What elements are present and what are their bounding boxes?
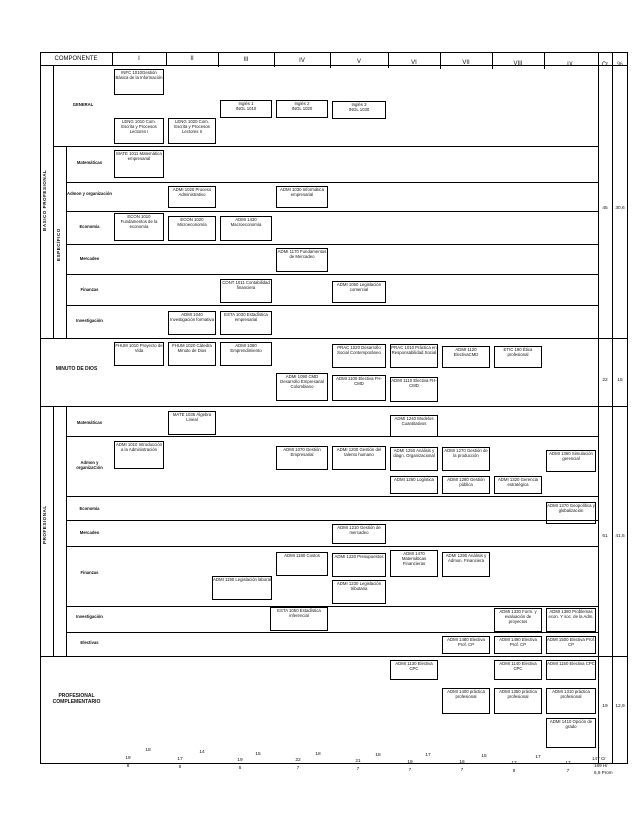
course-admi1430: ADMI 1430 Macroeconomía: [220, 216, 272, 241]
header-sem-8: VIII: [513, 61, 523, 67]
row-economia: Economía: [79, 224, 100, 229]
footer-top-7: 15: [481, 754, 487, 759]
footer-top-3: 15: [255, 752, 261, 757]
row-finanzas: Finanzas: [80, 287, 99, 292]
course-admi1060: ADMI 1060 Legislación comercial: [332, 281, 386, 303]
course-prac1020: PRAC 1020 Desarrollo Social Contemporáneo: [332, 344, 386, 368]
minuto-de-dios-label: MINUTO DE DIOS: [55, 366, 98, 372]
course-admi1490: ADMI 1490 Electiva Prof. CP: [494, 636, 542, 654]
course-admi1360: ADMI 1360 Simulación gerencial: [546, 450, 596, 472]
header-cr: Cr: [601, 62, 609, 68]
basico-pct: 30,6: [615, 206, 625, 211]
course-fhum1020: FHUM 1020 Cátedra Minuto de Dios: [168, 342, 216, 366]
prof-cr: 61: [602, 534, 608, 539]
footer-hrs-4: 7: [296, 766, 300, 771]
header-sem-7: VII: [462, 60, 470, 66]
course-admi1120: ADMI 1120 ElectivaCMD: [442, 346, 490, 368]
course-admi1040: ADMI 1040 Investigación formativa: [168, 311, 216, 335]
course-admi1310: ADMI 1310 práctica profesional: [546, 688, 596, 714]
profesional-complementario-label: PROFESIONAL COMPLEMENTARIO: [52, 693, 101, 705]
course-admi1240: ADMI 1240 Modelos Cuantitativos: [390, 415, 438, 437]
course-leng1020: LENG 1020 Com. Escrita y Procesos Lectores II: [168, 118, 216, 144]
footer-cr-1: 19: [125, 756, 131, 761]
course-infc1010: INFC 1010Gestión Básica de la Información: [114, 69, 164, 95]
header-sem-1: I: [138, 56, 140, 62]
course-cont1011: CONT 1011 Contabilidad financiera: [220, 279, 272, 303]
basico-cr: 45: [602, 206, 608, 211]
course-admi1400: ADMI 1400 práctica profesional: [442, 688, 490, 714]
course-econ1020: ECON 1020 Microeconomía: [168, 216, 216, 241]
row-mercadeo-2: Mercadeo: [79, 530, 100, 535]
course-esta1030: ESTA 1030 Estadística empresarial: [220, 311, 272, 335]
header-componente: COMPONENTE: [54, 56, 98, 62]
course-admi1150: ADMI 1150 Electiva CPC: [546, 660, 596, 680]
footer-hrs-2: 6: [178, 765, 182, 770]
header-sem-6: VI: [411, 60, 417, 66]
footer-hrs-3: 6: [238, 766, 242, 771]
course-admi1170: ADMI 1170 Fundamentos de Mercadeo: [276, 248, 328, 272]
course-admi1200: ADMI 1200 Gestión del talento humano: [332, 446, 386, 470]
footer-total-cr: 147 Cr: [592, 756, 606, 761]
course-prac1010: PRAC 1010 Práctica en Responsabilidad Social: [390, 344, 438, 368]
course-econ1010: ECON 1010 Fundamentos de la economía: [114, 213, 164, 241]
course-admi1220: ADMI 1220 Presupuestos: [332, 553, 386, 577]
course-admi1250: ADMI 1250 Análisis y diagn. Organizacional: [390, 447, 438, 471]
md-cr: 22: [602, 378, 608, 383]
footer-top-5: 18: [375, 753, 381, 758]
footer-hrs-7: 7: [460, 768, 464, 773]
course-admi1180: ADMI 1180 Costos: [276, 552, 328, 576]
course-ingles1: Inglés 1 INGL 1010: [220, 100, 272, 118]
footer-hrs-6: 7: [408, 768, 412, 773]
row-mercadeo: Mercadeo: [79, 256, 100, 261]
md-pct: 15: [617, 378, 623, 383]
course-fhum1010: FHUM 1010 Proyecto de Vida: [114, 342, 164, 366]
course-admi1030: ADMI 1030 Informática empresarial: [276, 186, 328, 208]
course-admi1100: ADMI 1100 Electiva FH-CMD: [332, 375, 386, 401]
footer-cr-5: 21: [355, 759, 361, 764]
general-label: GENERAL: [72, 102, 94, 107]
footer-cr-8: 17: [511, 761, 517, 766]
header-sem-3: III: [243, 57, 249, 63]
course-admi1320: ADMI 1320 Gerencia estratégica: [494, 476, 542, 494]
row-admon-org: Admon y organización: [67, 191, 112, 196]
footer-hrs-1: 8: [126, 764, 130, 769]
course-admi1270: ADMI 1270 Gestión de la producción: [442, 447, 490, 471]
course-admi1350: ADMI 1350 práctica profesional: [494, 688, 542, 714]
comp-pct: 12,9: [615, 704, 625, 709]
course-esta1050: ESTA 1050 Estadística inferencial: [270, 607, 328, 631]
course-admi1290: ADMI 1290 Análisis y Admon. Financiera: [442, 552, 490, 577]
footer-cr-7: 16: [459, 760, 465, 765]
course-admi1210: ADMI 1210 Gestión de mercadeo: [332, 524, 386, 544]
footer-cr-3: 19: [237, 758, 243, 763]
header-sem-4: IV: [299, 58, 305, 64]
course-admi1470: ADMI 1470 Matemáticas Financieras: [390, 550, 438, 577]
course-admi1330: ADMI 1330 Form. y evaluación de proyectos: [494, 608, 542, 632]
row-matematicas: Matemáticas: [76, 160, 103, 165]
course-admi1070: ADMI 1070 Gestión Empresarial: [276, 446, 328, 470]
footer-cr-2: 17: [177, 757, 183, 762]
row-matematicas-2: Matemáticas: [76, 420, 103, 425]
footer-cr-9: 17: [565, 761, 571, 766]
row-economia-2: Economía: [79, 506, 100, 511]
course-etic190: ETIC 190 Ética profesional: [494, 346, 542, 368]
especifico-label: ESPECÍFICO: [56, 228, 61, 262]
course-admi1500: ADMI 1500 Electiva Prof. CP: [546, 636, 596, 654]
course-admi1410: ADMI 1410 Opción de grado: [546, 718, 596, 748]
prof-pct: 41,5: [615, 534, 625, 539]
course-admi1260: ADMI 1260 Logística: [390, 476, 438, 494]
profesional-label: PROFESIONAL: [42, 505, 47, 545]
footer-cr-6: 19: [407, 760, 413, 765]
course-mate1035: MATE 1035 Álgebra Lineal: [168, 411, 216, 435]
row-investigacion: Investigación: [76, 318, 103, 323]
row-electivas: Electivas: [80, 640, 99, 645]
footer-top-4: 18: [315, 752, 321, 757]
footer-hrs-8: 8: [512, 769, 516, 774]
row-investigacion-2: Investigación: [76, 614, 103, 619]
row-finanzas-2: Finanzas: [80, 570, 99, 575]
row-admon-org-2: Admon y organizaCión: [76, 460, 103, 470]
course-admi1230: ADMI 1230 Legislación tributaria: [332, 580, 386, 604]
course-admi1280: ADMI 1280 Gestión pública: [442, 476, 490, 494]
course-admi1140: ADMI 1140 Electiva CPC: [494, 660, 542, 680]
header-sem-5: V: [356, 59, 361, 65]
course-ingles2: Inglés 2 INGL 1020: [276, 100, 328, 118]
course-admi1370: ADMI 1370 Geopolítica y globalización: [546, 502, 596, 524]
course-mate1011: MATE 1011 Matemática empresarial: [114, 150, 164, 178]
course-admi1110: ADMI 1110 Electiva FH-CMD: [390, 377, 438, 402]
footer-top-1: 18: [145, 748, 151, 753]
course-admi1130: ADMI 1130 Electiva CPC: [390, 660, 438, 680]
footer-hrs-5: 7: [356, 767, 360, 772]
header-pct: %: [617, 62, 623, 68]
basico-profesional-label: BASICO PROFESIONAL: [42, 169, 47, 231]
course-admi1090: ADMI 1090 CMD Desarrollo Empresarial Colombiano: [276, 373, 328, 401]
footer-cr-4: 22: [295, 758, 301, 763]
header-sem-2: II: [190, 56, 194, 62]
course-admi1190: ADMI 1190 Legislación laboral: [212, 576, 272, 600]
course-leng1010: LENG 1010 Com. Escrita y Procesos Lectores I: [114, 118, 164, 144]
footer-hrs-9: 7: [566, 769, 570, 774]
footer-total-hrs: 189 Hr: [594, 763, 608, 768]
header-sem-9: IX: [567, 62, 573, 68]
course-admi1020: ADMI 1020 Proceso Administrativo: [168, 186, 216, 208]
footer-top-8: 17: [535, 755, 541, 760]
course-admi1080: ADMI 1080 Emprendimiento: [220, 342, 272, 366]
comp-cr: 19: [602, 704, 608, 709]
footer-top-2: 14: [199, 750, 205, 755]
footer-avg: 6,9 Prom: [594, 770, 613, 775]
course-admi1480: ADMI 1480 Electiva Prof. CP: [442, 636, 490, 654]
course-admi1380: ADMI 1380 Problemas econ. Y soc. de la Adm.: [546, 608, 596, 632]
course-ingles3: Inglés 3 INGL 1030: [332, 101, 386, 119]
course-admi1010: ADMI 1010 Introducción a la Administración: [114, 441, 164, 469]
footer-top-6: 17: [425, 753, 431, 758]
